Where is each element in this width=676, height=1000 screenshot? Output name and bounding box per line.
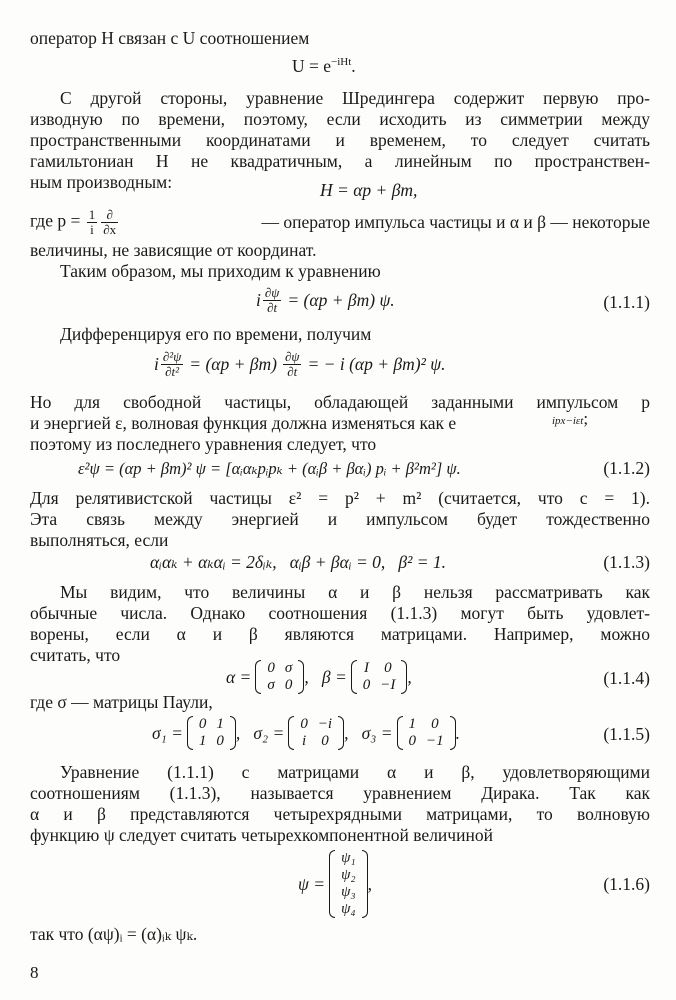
text-line: Таким образом, мы приходим к уравнению	[60, 261, 381, 281]
where-p-line	[30, 208, 650, 242]
text-line	[30, 692, 650, 713]
text-line: выполняться, если	[30, 530, 169, 550]
equation-number: (1.1.6)	[603, 874, 650, 894]
equation-text: ε²ψ = (αp + βm)² ψ = [αᵢαₖpᵢpₖ + (αᵢβ + βαᵢ) pᵢ + β²m²] ψ.	[78, 459, 461, 478]
text-line: где σ — матрицы Паули,	[30, 692, 213, 712]
text-line: пространственными координатами и временем, то следует считать	[30, 130, 650, 150]
exponent: ipx−iεt;	[552, 409, 589, 428]
text-line: Но для свободной частицы, обладающей заданными импульсом p	[30, 392, 650, 412]
text-line: ным производным:	[30, 172, 173, 192]
text: — оператор импульса частицы и α и β — некоторые	[261, 212, 650, 232]
equation-u	[30, 52, 650, 76]
equation-text: U = e	[292, 55, 332, 76]
text-line: Эта связь между энергией и импульсом будет тождественно	[30, 509, 650, 529]
matrix: 0 1 1 0	[187, 716, 236, 750]
equation-number: (1.1.2)	[603, 458, 650, 478]
equation-1-1-2	[30, 458, 650, 482]
equation-number: (1.1.3)	[603, 552, 650, 572]
matrix: 0 σ σ 0	[255, 660, 304, 694]
text-line	[30, 240, 650, 261]
text-line: так что (αψ)ᵢ = (α)ᵢₖ ψₖ.	[30, 924, 198, 944]
equation-h	[30, 180, 650, 204]
text-line: гамильтониан H не квадратичным, а линейным по пространствен-	[30, 151, 650, 171]
fraction: $\frac{\partial\psi}{\partial t}$	[264, 285, 280, 315]
equation-text: .	[351, 55, 356, 76]
fraction: $\frac{1}{i}$	[88, 207, 96, 237]
text-line: Уравнение (1.1.1) с матрицами α и β, удовлетворяющими	[60, 762, 650, 782]
fraction: $\frac{\partial}{\partial x}$	[103, 207, 117, 237]
text: и энергией ε, волновая функция должна изменяться как e	[30, 413, 457, 433]
equation-text: αᵢαₖ + αₖαᵢ = 2δᵢₖ, αᵢβ + βαᵢ = 0, β² = 1.	[150, 552, 447, 572]
text-line: С другой стороны, уравнение Шредингера содержит первую про-	[60, 88, 650, 108]
text-line: поэтому из последнего уравнения следует, что	[30, 434, 377, 454]
text-line	[30, 261, 650, 282]
equation-1-1-5: σ₁ = 0 1 1 0 , σ₂ = 0 −i i 0 , σ₃ = 1 0 0 −1 . (1.1.5)	[152, 716, 650, 749]
text-line: функцию ψ следует считать четырехкомпонентной величиной	[30, 825, 493, 845]
fraction: $\frac{\partial\psi}{\partial t}$	[284, 349, 300, 379]
text-line	[30, 324, 650, 345]
text-line: Мы видим, что величины α и β нельзя рассматривать как	[60, 582, 650, 602]
matrix: I 0 0 −I	[351, 660, 408, 694]
text-line	[30, 924, 650, 945]
equation-text: H = αp + βm,	[320, 180, 418, 200]
equation-1-1-1: i $\frac{\partial\psi}{\partial t}$ = (αp + βm) ψ. (1.1.1)	[256, 285, 650, 315]
paragraph-4	[30, 582, 650, 666]
equation-number: (1.1.5)	[603, 724, 650, 744]
text-line: считать, что	[30, 645, 121, 665]
paragraph-5	[30, 762, 650, 846]
equation-1-1-6: ψ = ψ₁ ψ₂ ψ₃ ψ₄ , (1.1.6)	[298, 850, 650, 917]
equation-derivative: i $\frac{\text{∂²ψ}}{\text{∂t²}}$ = (αp + βm) $\frac{\partial\psi}{\partial t}$ = − i (αp + βm)² ψ.	[154, 349, 446, 379]
text-line: изводную по времени, поэтому, если исходить из симметрии между	[30, 109, 650, 129]
text-line: оператор H связан с U соотношением	[30, 28, 310, 48]
text: где p =	[30, 210, 81, 231]
text-line: соотношениям (1.1.3), называется уравнением Дирака. Так как	[30, 783, 650, 803]
text-line: обычные числа. Однако соотношения (1.1.3) могут быть удовлет-	[30, 603, 650, 623]
text-line: Для релятивистской частицы ε² = p² + m² (считается, что c = 1).	[30, 488, 650, 508]
page-number: 8	[30, 963, 39, 982]
matrix: 1 0 0 −1	[397, 716, 456, 750]
text-line: Дифференцируя его по времени, получим	[60, 324, 372, 344]
paragraph-1	[30, 88, 650, 193]
text-line: величины, не зависящие от координат.	[30, 240, 317, 260]
equation-1-1-3	[30, 552, 650, 576]
equation-1-1-4: α = 0 σ σ 0 , β = I 0 0 −I , (1.1.4)	[226, 660, 650, 693]
column-vector: ψ₁ ψ₂ ψ₃ ψ₄	[329, 850, 368, 918]
matrix: 0 −i i 0	[288, 716, 344, 750]
text-line	[30, 28, 650, 49]
equation-number: (1.1.1)	[603, 292, 650, 312]
text-line: α и β представляются четырехрядными матрицами, то волновую	[30, 804, 650, 824]
text-line: ворены, если α и β являются матрицами. Например, можно	[30, 624, 650, 644]
equation-number: (1.1.4)	[603, 668, 650, 688]
equation-superscript: −iHt	[331, 56, 352, 68]
fraction: $\frac{\text{∂²ψ}}{\text{∂t²}}$	[162, 349, 182, 379]
paragraph-3	[30, 488, 650, 551]
